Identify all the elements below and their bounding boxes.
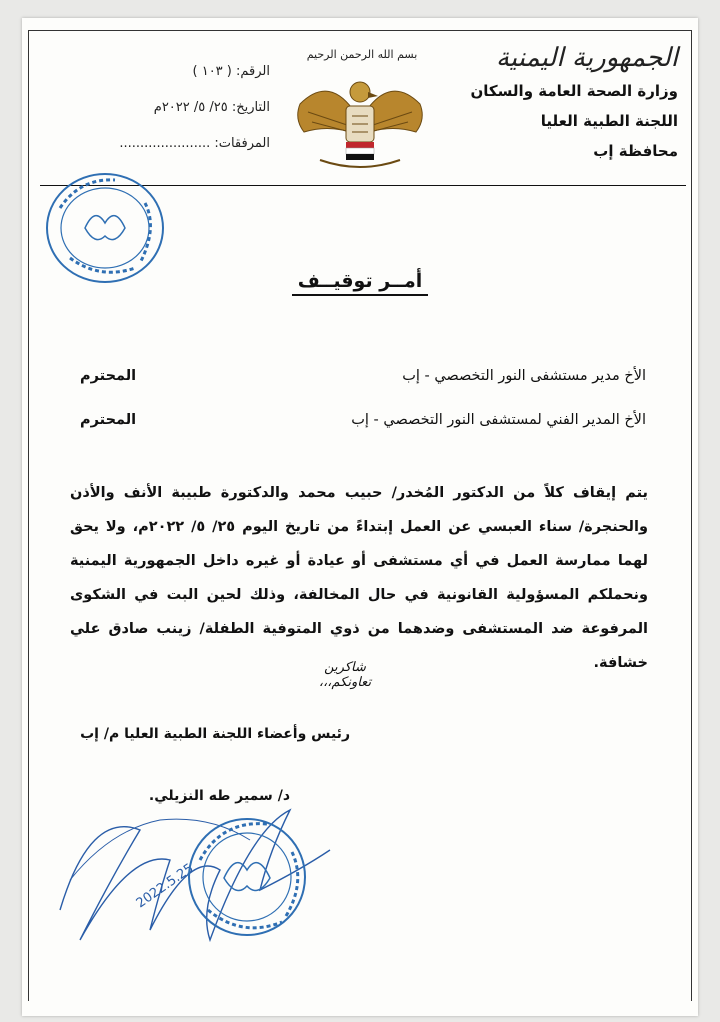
document-title — [260, 270, 460, 292]
committee-name: اللجنة الطبية العليا — [540, 112, 678, 130]
committee-seal-stamp-icon — [40, 168, 170, 288]
recipient-salutation: المحترم — [80, 412, 137, 428]
ministry-name: وزارة الصحة العامة والسكان — [470, 82, 678, 100]
closing-thanks: شاكرين تعاونكم،،، — [318, 660, 372, 690]
recipient-salutation: المحترم — [80, 368, 137, 384]
document-title-text: أمــر توقيــف — [292, 270, 429, 296]
reference-number: الرقم: ( ١٠٣ ) — [192, 64, 270, 79]
recipient-line-2 — [80, 408, 646, 432]
recipient-name: الأخ المدير الفني لمستشفى النور التخصصي - إب — [351, 412, 646, 428]
stamp-handwritten-date — [0, 0, 5, 1]
recipient-name: الأخ مدير مستشفى النور التخصصي - إب — [402, 368, 646, 384]
recipient-line-1 — [80, 364, 646, 388]
signatory-name: د/ سمير طه النزيلي. — [148, 788, 290, 804]
governorate-name: محافظة إب — [593, 142, 678, 160]
official-round-stamp-icon — [182, 812, 312, 942]
svg-text:2022.5.25: 2022.5.25 — [133, 861, 197, 912]
order-body-text: يتم إيقاف كلاً من الدكتور المُخدر/ حبيب محمد والدكتورة طبيبة الأنف والأذن والحنجرة/ سناء العبسي عن العمل إبتداءً من تاريخ اليوم ٢٥/ ٥/ ٢٠٢٢م، ولا يحق لهما ممارسة العمل في أي مستشفى أو عيادة أو غيره داخل الجمهورية اليمنية ونحملكم المسؤولية القانونية في حال المخالفة، وذلك لحين البت في الشكوى المرفوعة ضد المستشفى وضدهما من ذوي المتوفية الطفلة/ زينب صادق علي خشافة. — [70, 485, 648, 671]
letterhead-right — [438, 40, 678, 166]
basmala: بسم الله الرحمن الرحيم — [306, 48, 418, 61]
letter-date: التاريخ: ٢٥/ ٥/ ٢٠٢٢م — [153, 100, 270, 115]
republic-name: الجمهورية اليمنية — [495, 43, 678, 73]
signatory-title: رئيس وأعضاء اللجنة الطبية العليا م/ إب — [80, 726, 350, 742]
coat-of-arms-icon — [290, 64, 430, 174]
letterhead-left — [70, 54, 270, 162]
attachments-field: المرفقات: ...................... — [119, 136, 270, 151]
